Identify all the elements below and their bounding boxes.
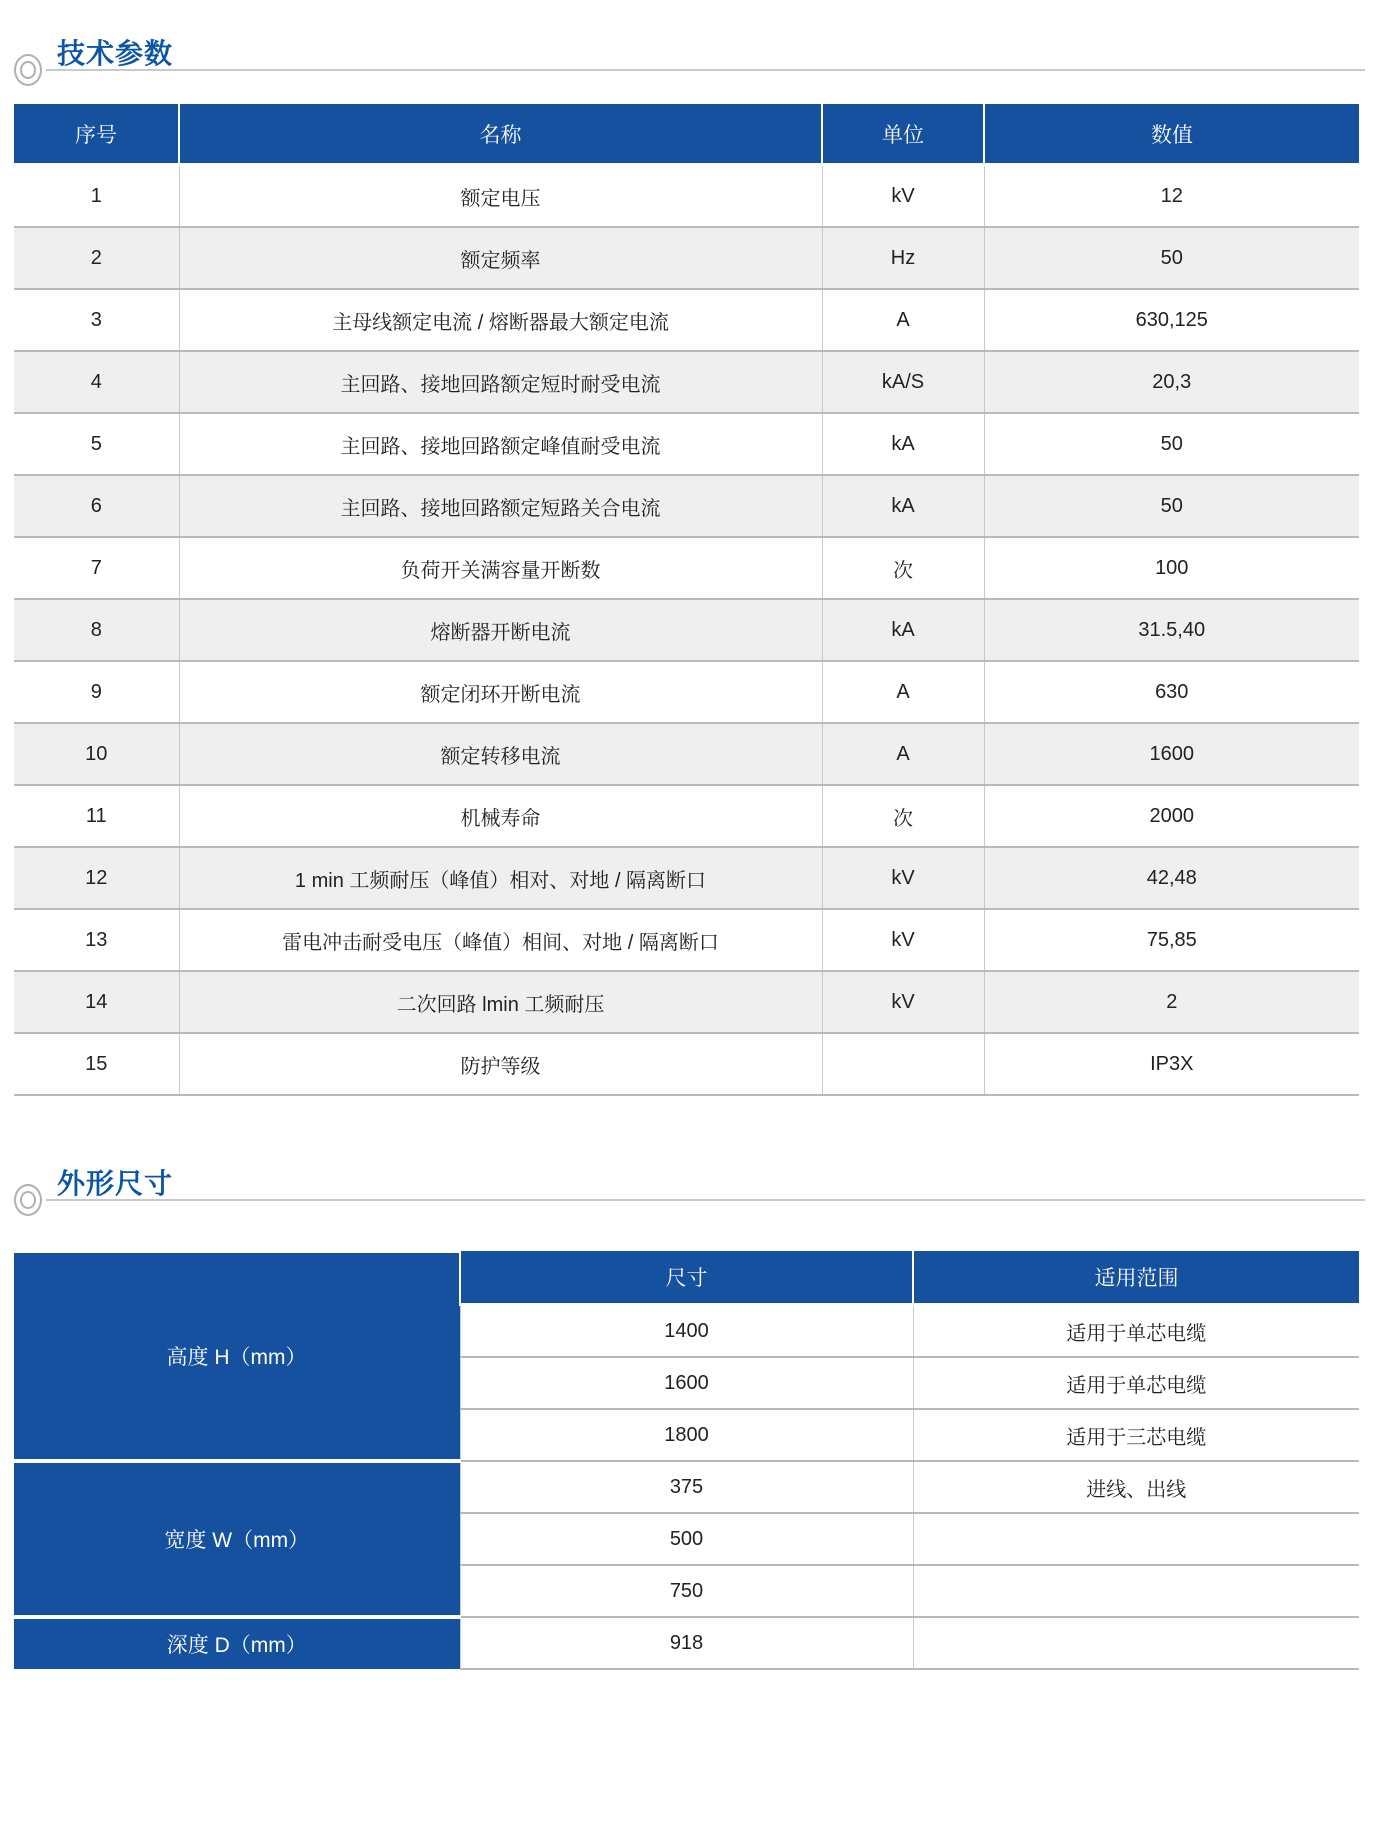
- row-number-cell: 3: [14, 289, 179, 351]
- param-name-cell: 主回路、接地回路额定短时耐受电流: [179, 351, 822, 413]
- param-name-cell: 防护等级: [179, 1033, 822, 1095]
- table-row: [14, 785, 1359, 847]
- table-row: [14, 165, 1359, 228]
- param-name-cell: 二次回路 lmin 工频耐压: [179, 971, 822, 1033]
- size-cell: 1800: [460, 1409, 913, 1461]
- row-number-cell: 11: [14, 785, 179, 847]
- section-title-tech-params: 技术参数: [57, 38, 174, 69]
- column-header-applicable-range: 适用范围: [913, 1251, 1359, 1305]
- unit-cell: kV: [822, 971, 984, 1033]
- column-header-value: 数值: [984, 104, 1359, 165]
- param-name-cell: 机械寿命: [179, 785, 822, 847]
- value-cell: 42,48: [984, 847, 1359, 909]
- value-cell: 2000: [984, 785, 1359, 847]
- table-row: [14, 351, 1359, 413]
- row-number-cell: 14: [14, 971, 179, 1033]
- table-row: [14, 971, 1359, 1033]
- range-cell: [913, 1565, 1359, 1617]
- value-cell: 50: [984, 475, 1359, 537]
- unit-cell: kA: [822, 413, 984, 475]
- unit-cell: kV: [822, 847, 984, 909]
- value-cell: 50: [984, 413, 1359, 475]
- param-name-cell: 负荷开关满容量开断数: [179, 537, 822, 599]
- row-number-cell: 13: [14, 909, 179, 971]
- table-row: [14, 723, 1359, 785]
- tech-params-body: [14, 165, 1359, 1096]
- range-cell: [913, 1617, 1359, 1669]
- param-name-cell: 额定频率: [179, 227, 822, 289]
- row-number-cell: 9: [14, 661, 179, 723]
- row-number-cell: 8: [14, 599, 179, 661]
- value-cell: 1600: [984, 723, 1359, 785]
- value-cell: 75,85: [984, 909, 1359, 971]
- row-number-cell: 15: [14, 1033, 179, 1095]
- row-number-cell: 7: [14, 537, 179, 599]
- range-cell: 适用于单芯电缆: [913, 1305, 1359, 1358]
- table-row: [14, 1617, 1359, 1669]
- unit-cell: 次: [822, 785, 984, 847]
- section-marker-ring-inner: [20, 61, 36, 79]
- range-cell: 适用于三芯电缆: [913, 1409, 1359, 1461]
- dimension-group-label-depth: 深度 D（mm）: [14, 1617, 460, 1669]
- unit-cell: kV: [822, 909, 984, 971]
- table-row: [14, 599, 1359, 661]
- param-name-cell: 主母线额定电流 / 熔断器最大额定电流: [179, 289, 822, 351]
- row-number-cell: 12: [14, 847, 179, 909]
- dimensions-body: [14, 1251, 1359, 1669]
- size-cell: 750: [460, 1565, 913, 1617]
- dimension-group-label-height: 高度 H（mm）: [14, 1251, 460, 1461]
- row-number-cell: 10: [14, 723, 179, 785]
- param-name-cell: 1 min 工频耐压（峰值）相对、对地 / 隔离断口: [179, 847, 822, 909]
- table-row: [14, 289, 1359, 351]
- section-marker-ring-icon: [14, 1184, 42, 1216]
- dimensions-table: [14, 1249, 1359, 1670]
- param-name-cell: 雷电冲击耐受电压（峰值）相间、对地 / 隔离断口: [179, 909, 822, 971]
- param-name-cell: 额定转移电流: [179, 723, 822, 785]
- value-cell: IP3X: [984, 1033, 1359, 1095]
- section-divider-line: [46, 69, 1365, 71]
- section-marker-ring-icon: [14, 54, 42, 86]
- table-row: [14, 1461, 1359, 1513]
- row-number-cell: 1: [14, 165, 179, 228]
- range-cell: [913, 1513, 1359, 1565]
- table-row: [14, 475, 1359, 537]
- unit-cell: kV: [822, 165, 984, 228]
- unit-cell: Hz: [822, 227, 984, 289]
- row-number-cell: 4: [14, 351, 179, 413]
- value-cell: 100: [984, 537, 1359, 599]
- column-header-unit: 单位: [822, 104, 984, 165]
- range-cell: 适用于单芯电缆: [913, 1357, 1359, 1409]
- size-cell: 500: [460, 1513, 913, 1565]
- size-cell: 918: [460, 1617, 913, 1669]
- value-cell: 31.5,40: [984, 599, 1359, 661]
- column-header-index: 序号: [14, 104, 179, 165]
- param-name-cell: 额定电压: [179, 165, 822, 228]
- tech-params-table: [14, 104, 1359, 1096]
- param-name-cell: 熔断器开断电流: [179, 599, 822, 661]
- unit-cell: A: [822, 661, 984, 723]
- column-header-name: 名称: [179, 104, 822, 165]
- param-name-cell: 主回路、接地回路额定峰值耐受电流: [179, 413, 822, 475]
- table-row: [14, 847, 1359, 909]
- unit-cell: A: [822, 289, 984, 351]
- value-cell: 20,3: [984, 351, 1359, 413]
- size-cell: 375: [460, 1461, 913, 1513]
- table-row: [14, 909, 1359, 971]
- value-cell: 50: [984, 227, 1359, 289]
- table-row: [14, 1033, 1359, 1095]
- unit-cell: [822, 1033, 984, 1095]
- section-divider-line: [46, 1199, 1365, 1201]
- row-number-cell: 2: [14, 227, 179, 289]
- range-cell: 进线、出线: [913, 1461, 1359, 1513]
- value-cell: 2: [984, 971, 1359, 1033]
- column-header-size: 尺寸: [460, 1251, 913, 1305]
- dimension-group-label-width: 宽度 W（mm）: [14, 1461, 460, 1617]
- section-title-dimensions: 外形尺寸: [57, 1168, 174, 1199]
- row-number-cell: 6: [14, 475, 179, 537]
- param-name-cell: 额定闭环开断电流: [179, 661, 822, 723]
- value-cell: 12: [984, 165, 1359, 228]
- size-cell: 1600: [460, 1357, 913, 1409]
- table-row: [14, 537, 1359, 599]
- row-number-cell: 5: [14, 413, 179, 475]
- unit-cell: 次: [822, 537, 984, 599]
- unit-cell: kA: [822, 475, 984, 537]
- section-marker-ring-inner: [20, 1191, 36, 1209]
- table-row: [14, 227, 1359, 289]
- value-cell: 630,125: [984, 289, 1359, 351]
- table-row: [14, 413, 1359, 475]
- table-row: [14, 661, 1359, 723]
- value-cell: 630: [984, 661, 1359, 723]
- param-name-cell: 主回路、接地回路额定短路关合电流: [179, 475, 822, 537]
- dimensions-header-row: [14, 1251, 1359, 1305]
- unit-cell: kA/S: [822, 351, 984, 413]
- unit-cell: A: [822, 723, 984, 785]
- size-cell: 1400: [460, 1305, 913, 1358]
- unit-cell: kA: [822, 599, 984, 661]
- tech-params-header-row: [14, 104, 1359, 165]
